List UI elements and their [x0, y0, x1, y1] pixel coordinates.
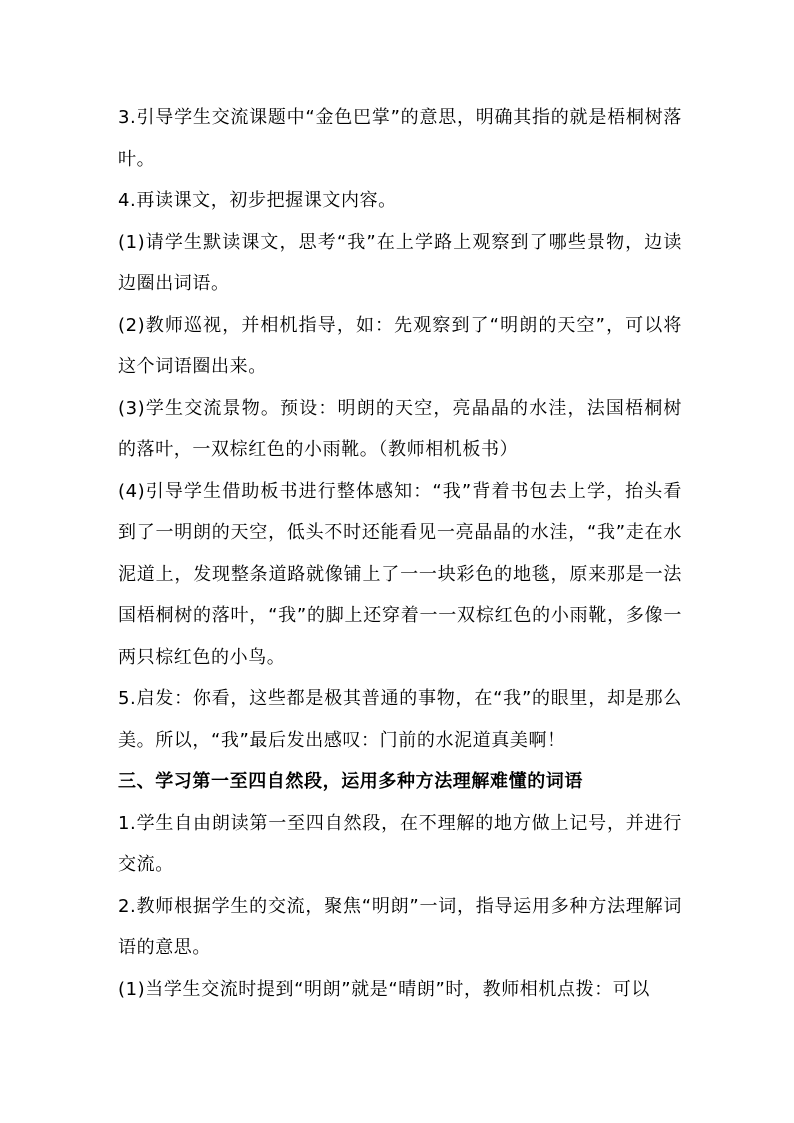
paragraph-1: 3.引导学生交流课题中“金色巴掌”的意思，明确其指的就是梧桐树落叶。 — [118, 107, 682, 170]
paragraph-6: (4)引导学生借助板书进行整体感知：“我”背着书包去上学，抬头看到了一明朗的天空，低头不时还能看见一亮晶晶的水洼，“我”走在水泥道上，发现整条道路就像铺上了一一块彩色的地毯，原来那是一法国梧桐树的落叶，“我”的脚上还穿着一一双棕红色的小雨靴，多像一两只棕红色的小鸟。 — [118, 480, 682, 668]
section-heading: 三、学习第一至四自然段，运用多种方法理解难懂的词语 — [118, 771, 583, 792]
paragraph-4: (2)教师巡视，并相机指导，如：先观察到了“明朗的天空”，可以将这个词语圈出来。 — [118, 314, 682, 377]
paragraph-2: 4.再读课文，初步把握课文内容。 — [118, 190, 397, 211]
paragraph-3: (1)请学生默读课文，思考“我”在上学路上观察到了哪些景物，边读边圈出词语。 — [118, 231, 682, 294]
paragraph-11: (1)当学生交流时提到“明朗”就是“晴朗”时，教师相机点拨：可以 — [118, 978, 650, 1000]
paragraph-9: 1.学生自由朗读第一至四自然段，在不理解的地方做上记号，并进行交流。 — [118, 812, 682, 875]
paragraph-7: 5.启发：你看，这些都是极其普通的事物，在“我”的眼里，却是那么美。所以，“我”最后发出感叹：门前的水泥道真美啊！ — [118, 688, 682, 751]
document-body — [118, 97, 682, 1010]
paragraph-10: 2.教师根据学生的交流，聚焦“明朗”一词，指导运用多种方法理解词语的意思。 — [118, 895, 682, 958]
paragraph-5: (3)学生交流景物。预设：明朗的天空，亮晶晶的水洼，法国梧桐树的落叶，一双棕红色的小雨靴。（教师相机板书） — [118, 397, 682, 460]
